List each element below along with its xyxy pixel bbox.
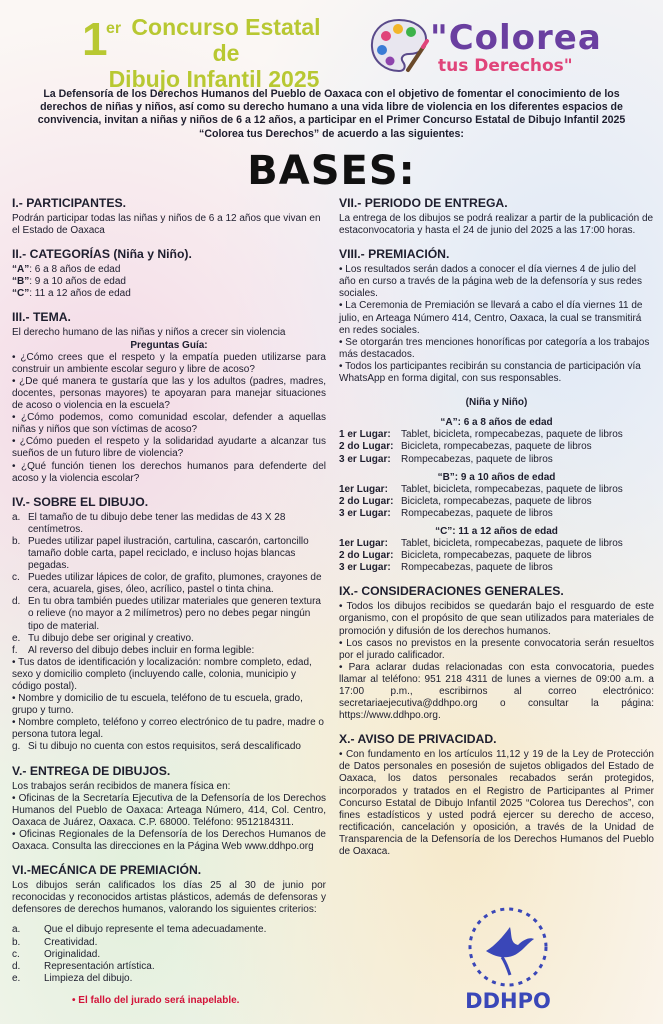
section-privacidad [339,732,654,858]
bullet: • Para aclarar dudas relacionadas con esta convocatoria, puedes llamar al teléfono: 951 218 4311 de lunes a viernes de 09:00 a.m. a 17:00 p.m., escribirnos al correo electrónico: secretariaejecutiva@ddhpo.org o consultar la página: https://www.ddhpo.org. [339,661,654,722]
list-key: g. [12,741,21,753]
section-text: Podrán participar todas las niñas y niños de 6 a 12 años que vivan en el Estado de Oaxaca [12,213,321,237]
section-periodo [339,196,654,237]
logo-text-derechos: tus Derechos" [438,56,573,76]
title-number: 1 [82,13,108,65]
list-key: a. [12,511,21,523]
list-item [12,512,326,536]
contest-title [84,14,334,92]
bullet: • Oficinas Regionales de la Defensoría de los Derechos Humanos de Oaxaca. Consulta las direcciones en la Página Web www.ddhpo.org [12,828,326,853]
header [0,0,663,92]
category-key: “C” [12,288,30,300]
list-value: Puedes utilizar papel ilustración, cartulina, cascarón, cartoncillo tamaño doble carta, papel reciclado, e incluso hojas blancas pegadas. [28,535,309,572]
sub-bullet: • Nombre completo, teléfono y correo electrónico de tu padre, madre o persona tutora legal. [12,717,324,741]
ddhpo-text: DDHPO [465,989,551,1013]
prize-place: 3 er Lugar: [339,507,391,519]
list-value: Originalidad. [44,948,101,960]
list-key: d. [12,960,21,972]
list-value: Si tu dibujo no cuenta con estos requisitos, será descalificado [28,741,301,753]
category-value: : 9 a 10 años de edad [29,276,126,288]
criteria-item [12,961,326,973]
criteria-item [12,937,326,949]
category-value: : 11 a 12 años de edad [29,288,131,300]
section-title: VII.- PERIODO DE ENTREGA. [339,196,508,210]
guide-heading: Preguntas Guía: [130,339,208,351]
guide-question: • ¿Cómo podemos, como comunidad escolar, defender a aquellas niñas y niños que son víctimas de acoso? [12,412,326,436]
guide-question: • ¿De qué manera te gustaría que las y los adultos (padres, madres, docentes, personas mayores) te apoyaran para manejar situaciones de acoso o violencia en la escuela? [12,375,326,412]
list-key: f. [12,644,18,656]
prize-row [339,496,654,508]
section-title: III.- TEMA. [12,310,71,325]
list-key: e. [12,632,21,644]
section-text: La entrega de los dibujos se podrá realizar a partir de la publicación de estaconvocatoria y hasta el 24 de junio del 2025 a las 17:00 horas. [339,213,654,237]
category-item [12,288,326,300]
category-heading: “C”: 11 a 12 años de edad [435,525,558,537]
section-title: I.- PARTICIPANTES. [12,196,126,210]
prize-place: 2 do Lugar: [339,550,394,562]
section-title: VI.-MECÁNICA DE PREMIACIÓN. [12,863,202,878]
section-title: V.- ENTREGA DE DIBUJOS. [12,763,171,778]
section-dibujo [12,495,326,754]
criteria-item [12,924,326,936]
sub-bullet: • Tus datos de identificación y localización: nombre completo, edad, sexo y domicilio completo (incluyendo calle, colonia, municipio y código postal). [12,656,312,692]
list-value: Que el dibujo represente el tema adecuadamente. [44,924,267,936]
section-text: Los trabajos serán recibidos de manera física en: [12,780,231,792]
list-item [12,741,326,753]
list-key: a. [12,924,21,936]
list-item [12,645,326,657]
list-key: c. [12,948,20,960]
list-item [12,596,326,632]
logo-text-colorea: "Colorea [430,18,602,58]
section-mecanica [12,863,326,1007]
section-text: El derecho humano de las niñas y niños a crecer sin violencia [12,327,286,339]
prize-row [339,454,654,466]
guide-question: • ¿Qué función tienen los derechos humanos para defenderte del acoso y la violencia escolar? [12,460,326,484]
section-title: VIII.- PREMIACIÓN. [339,247,450,262]
prize-place: 3 er Lugar: [339,562,391,574]
dove-emblem-icon [458,905,558,989]
prize-value: Tablet, bicicleta, rompecabezas, paquete de libros [401,538,623,550]
list-item [12,572,326,596]
category-item [12,264,326,276]
prize-row [339,508,654,520]
bullet: • Todos los dibujos recibidos se quedarán bajo el resguardo de este organismo, con el propósito de que sean utilizados para materiales de promoción y difusión de los derechos humanos. [339,601,654,637]
prize-place: 2 do Lugar: [339,441,394,453]
list-key: b. [12,535,21,547]
list-value: Limpieza del dibujo. [44,972,133,984]
section-title: IX.- CONSIDERACIONES GENERALES. [339,584,564,599]
guide-question: • ¿Cómo crees que el respeto y la empatía pueden utilizarse para construir un ambiente escolar seguro y libre de acoso? [12,351,326,375]
list-key: e. [12,972,21,984]
section-text: Los dibujos serán calificados los días 25 al 30 de junio por reconocidas y reconocidos artistas plásticos, además de defensoras y defensores de derechos humanos, valorando los siguientes criterios: [12,880,326,916]
prize-value: Tablet, bicicleta, rompecabezas, paquete de libros [401,429,623,441]
prize-place: 1 er Lugar: [339,429,391,441]
prize-value: Rompecabezas, paquete de libros [401,507,553,519]
prize-value: Rompecabezas, paquete de libros [401,453,553,465]
colorea-logo [368,16,602,80]
list-key: b. [12,936,21,948]
section-title: X.- AVISO DE PRIVACIDAD. [339,732,497,747]
sub-bullet: • Nombre y domicilio de tu escuela, teléfono de tu escuela, grado, grupo y turno. [12,693,303,717]
section-text: • Con fundamento en los artículos 11,12 y 19 de la Ley de Protección de Datos personales en posesión de sujetos obligados del Estado de Oaxaca, los datos personales recabados serán protegidos, incorporados y tratados en el Registro de Participantes al Primer Concurso Estatal de Dibujo Infantil 2025 “Colorea tus Derechos”, con fines estadísticos y usted podrá ejercer su derecho de acceso, rectificación, cancelación y oposición, a través de la Unidad de Transparencia de la Defensoría de los Derechos Humanos del Pueblo de Oaxaca. [339,749,654,858]
prize-value: Bicicleta, rompecabezas, paquete de libros [401,441,592,453]
prize-value: Rompecabezas, paquete de libros [401,562,553,574]
prize-value: Bicicleta, rompecabezas, paquete de libros [401,550,592,562]
prize-row [339,429,654,441]
bullet: • Todos los participantes recibirán su constancia de participación vía WhatsApp en forma digital, con sus responsables. [339,360,641,385]
prize-value: Tablet, bicicleta, rompecabezas, paquete de libros [401,483,623,495]
bullet: • Se otorgarán tres menciones honoríficas por categoría a los trabajos más destacados. [339,336,650,360]
prize-row [339,538,654,550]
guide-question: • ¿Cómo pueden el respeto y la solidaridad ayudarte a alcanzar tus sueños de un futuro libre de violencia? [12,436,326,460]
list-value: Puedes utilizar lápices de color, de grafito, plumones, crayones de cera, acuarela, gises, óleo, acrílico, pastel o tinta china. [28,572,322,596]
bullet: • La Ceremonia de Premiación se llevará a cabo el día viernes 11 de julio, en Arteaga Número 414, Centro, Oaxaca, la cual se transmitirá en redes sociales. [339,300,643,336]
category-key: “B” [12,276,30,288]
prize-row [339,550,654,562]
category-item [12,276,326,288]
intro-text: La Defensoría de los Derechos Humanos del Pueblo de Oaxaca con el objetivo de fomentar el conocimiento de los derechos de niñas y niños, así como su derecho humano a una vida libre de violencia en los diferentes espacios de convivencia, invitan a niñas y niños de 6 a 12 años, a participar en el Primer Concurso Estatal de Dibujo Infantil 2025 “Colorea tus Derechos” de acuerdo a las siguientes: [37,88,626,140]
bullet: • Los casos no previstos en la presente convocatoria serán resueltos por el jurado calificador. [339,637,654,661]
bullet: • Los resultados serán dados a conocer el día viernes 4 de julio del año en curso a través de la página web de la defensoría y sus redes sociales. [339,264,642,300]
list-value: Al reverso del dibujo debes incluir en forma legible: [28,644,255,656]
section-participantes [12,196,326,237]
category-value: : 6 a 8 años de edad [29,264,121,276]
prize-place: 1er Lugar: [339,483,388,495]
left-column [12,196,326,1017]
right-column [339,196,654,868]
list-key: d. [12,596,21,608]
list-value: Creatividad. [44,936,98,948]
prize-row [339,562,654,574]
section-categorias [12,247,326,300]
list-value: El tamaño de tu dibujo debe tener las medidas de 43 X 28 centímetros. [28,511,286,535]
prize-place: 3 er Lugar: [339,453,391,465]
list-value: En tu obra también puedes utilizar materiales que generen textura o relieve (no mayor a 2 milímetros) pero no debes pegar ningún tipo de material. [28,596,321,632]
category-heading: “A”: 6 a 8 años de edad [440,417,553,429]
category-heading: “B”: 9 a 10 años de edad [437,471,556,483]
list-value: Representación artística. [44,960,155,972]
section-title: IV.- SOBRE EL DIBUJO. [12,494,149,509]
prize-row [339,484,654,496]
list-value: Tu dibujo debe ser original y creativo. [28,632,194,644]
list-item [12,536,326,572]
jury-note: • El fallo del jurado será inapelable. [72,994,240,1006]
section-tema [12,310,326,484]
list-item [12,633,326,645]
list-key: c. [12,572,20,584]
prize-row [339,441,654,453]
section-title: II.- CATEGORÍAS (Niña y Niño). [12,247,192,262]
prize-place: 2 do Lugar: [339,495,394,507]
ddhpo-logo [458,905,558,1017]
title-line-2: Dibujo Infantil 2025 [108,66,320,92]
bullet: • Oficinas de la Secretaría Ejecutiva de la Defensoría de los Derechos Humanos del Pueblo de Oaxaca: Arteaga Número, 414, Col. Centro, Oaxaca de Juárez, Oaxaca. C.P. 68000. Teléfono: 9512184311. [12,792,326,828]
bases-heading: BASES: [247,148,416,194]
prize-value: Bicicleta, rompecabezas, paquete de libros [401,495,592,507]
prizes-subtitle: (Niña y Niño) [465,397,528,409]
criteria-item [12,973,326,985]
prize-place: 1er Lugar: [339,538,388,550]
title-line-1: Concurso Estatal de [131,14,321,66]
category-key: “A” [12,264,30,276]
criteria-item [12,949,326,961]
paint-palette-icon [368,16,430,74]
section-premiacion [339,247,654,574]
section-entrega [12,764,326,854]
title-superscript: er [106,20,122,37]
section-consideraciones [339,584,654,722]
